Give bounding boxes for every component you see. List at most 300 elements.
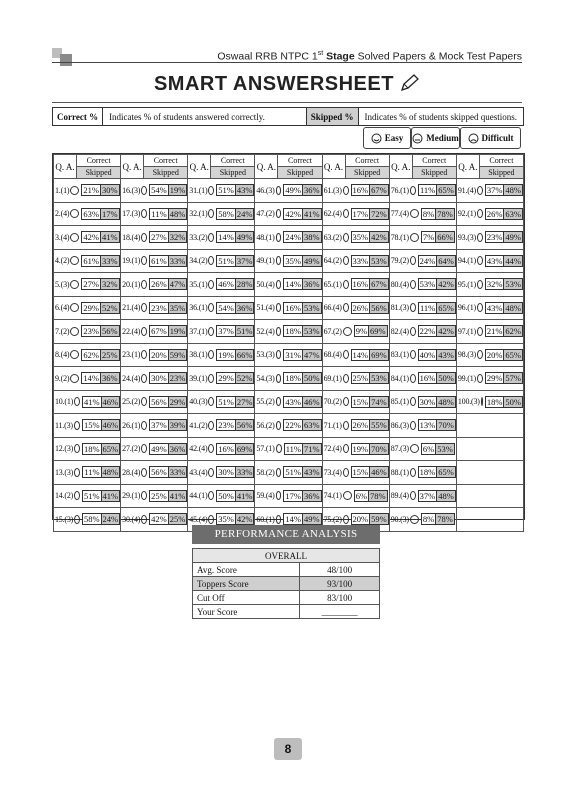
answer-cell <box>188 343 255 367</box>
skipped-percent: 25% <box>169 514 186 525</box>
answer-cell <box>322 273 389 297</box>
skipped-percent: 36% <box>169 443 186 454</box>
correct-percent: 51% <box>218 396 234 407</box>
skipped-percent: 30% <box>101 185 118 196</box>
difficulty-icon <box>141 186 147 195</box>
difficulty-icon <box>276 444 282 453</box>
skipped-percent: 46% <box>102 396 119 407</box>
correct-percent: 37% <box>151 420 167 431</box>
skipped-percent: 48% <box>505 302 521 313</box>
answer-cell <box>389 390 456 414</box>
skipped-percent: 49% <box>505 232 521 243</box>
question-number: 78. <box>390 232 401 242</box>
skipped-percent: 46% <box>102 420 119 431</box>
skipped-percent: 44% <box>505 255 521 266</box>
difficulty-icon <box>74 397 80 406</box>
difficulty-icon <box>208 303 214 312</box>
difficulty-icon <box>410 327 416 336</box>
answer-option: (1) <box>467 303 476 313</box>
difficulty-icon <box>477 303 483 312</box>
difficulty-icon <box>208 233 214 242</box>
answer-cell <box>456 226 523 250</box>
difficulty-icon <box>70 186 79 195</box>
answer-option: (4) <box>131 232 141 242</box>
correct-percent: 14% <box>352 349 369 360</box>
question-number: 27. <box>122 444 132 454</box>
answer-cell <box>121 390 188 414</box>
question-number: 15. <box>55 514 65 524</box>
answer-option: (4) <box>60 350 70 360</box>
correct-percent: 15% <box>83 420 100 431</box>
answer-cell <box>322 179 389 203</box>
question-number: 8. <box>55 350 61 360</box>
answer-cell <box>255 202 322 226</box>
question-number: 38. <box>189 350 199 360</box>
difficulty-icon <box>343 186 349 195</box>
answer-cell <box>188 202 255 226</box>
perf-value: 93/100 <box>300 577 380 591</box>
question-number: 89. <box>390 491 401 501</box>
correct-percent: 67% <box>151 326 167 337</box>
answer-option: (1) <box>131 279 141 289</box>
correct-percent: 13% <box>419 420 436 431</box>
correct-percent: 35% <box>352 232 369 243</box>
answer-option: (3) <box>131 185 141 195</box>
correct-percent: 23% <box>151 302 167 313</box>
answer-grid <box>52 153 525 525</box>
correct-percent: 8% <box>422 208 435 219</box>
correct-percent: 23% <box>218 420 234 431</box>
correct-percent: 31% <box>285 349 301 360</box>
question-number: 39. <box>189 373 199 383</box>
correct-percent: 51% <box>218 185 234 196</box>
skipped-percent: 67% <box>371 185 387 196</box>
table-row <box>54 414 524 438</box>
correct-percent: 7% <box>422 232 435 243</box>
question-number: 16. <box>122 185 132 195</box>
question-number: 74. <box>323 491 333 501</box>
question-number: 66. <box>323 303 333 313</box>
answer-option: (4) <box>131 326 141 336</box>
skipped-percent: 36% <box>303 490 320 501</box>
answer-cell <box>54 367 121 391</box>
correct-percent: 26% <box>352 302 369 313</box>
question-number: 47. <box>256 209 266 219</box>
table-row <box>54 202 524 226</box>
answer-cell <box>456 461 523 485</box>
table-row <box>54 249 524 273</box>
answer-cell <box>322 437 389 461</box>
correct-percent: 62% <box>83 349 99 360</box>
skipped-percent: 43% <box>438 349 454 360</box>
skipped-percent: 65% <box>505 349 521 360</box>
question-number: 31. <box>189 185 199 195</box>
correct-percent: 23% <box>83 326 99 337</box>
correct-percent: 19% <box>218 349 234 360</box>
difficulty-icon <box>70 303 79 312</box>
difficulty-icon <box>141 280 147 289</box>
skipped-header: Skipped <box>77 167 121 179</box>
answer-cell <box>121 249 188 273</box>
correct-percent: 56% <box>151 396 167 407</box>
correct-percent: 56% <box>151 467 167 478</box>
answer-option: (2) <box>131 444 141 454</box>
question-number: 91. <box>457 185 468 195</box>
answer-cell <box>54 414 121 438</box>
question-number: 11. <box>55 420 65 430</box>
skipped-percent: 48% <box>438 490 454 501</box>
skipped-legend-desc: Indicates % of students skipped questions. <box>364 111 517 122</box>
answer-option: (2) <box>332 256 342 266</box>
answer-option: (1) <box>332 491 342 501</box>
question-number: 37. <box>189 326 199 336</box>
answer-cell <box>188 461 255 485</box>
answer-cell <box>188 320 255 344</box>
answer-option: (4) <box>400 326 409 336</box>
question-number: 80. <box>390 279 401 289</box>
correct-header: Correct <box>77 155 121 167</box>
perf-label: Avg. Score <box>193 563 300 577</box>
correct-percent: 11% <box>151 208 167 219</box>
answer-option: (1) <box>198 303 208 313</box>
difficulty-icon <box>141 209 147 218</box>
skipped-percent: 38% <box>303 232 320 243</box>
answer-option: (1) <box>198 373 208 383</box>
table-row <box>54 343 524 367</box>
answer-option: (4) <box>198 514 208 524</box>
skipped-percent: 42% <box>438 326 454 337</box>
correct-percent: 16% <box>352 279 369 290</box>
perf-label: Toppers Score <box>193 577 300 591</box>
difficulty-icon <box>141 256 147 265</box>
answer-option: (2) <box>265 420 275 430</box>
answer-cell <box>389 461 456 485</box>
skipped-percent: 33% <box>101 255 118 266</box>
difficulty-icon <box>276 491 282 500</box>
skipped-percent: 33% <box>169 467 186 478</box>
question-number: 65. <box>323 279 333 289</box>
skipped-percent: 70% <box>371 443 387 454</box>
skipped-header: Skipped <box>144 167 188 179</box>
answer-cell <box>322 202 389 226</box>
answer-cell <box>389 437 456 461</box>
difficulty-icon <box>208 209 214 218</box>
question-number: 1. <box>55 185 61 195</box>
correct-percent: 58% <box>83 514 100 525</box>
skipped-percent: 46% <box>303 396 320 407</box>
answer-option: (3) <box>64 514 74 524</box>
skipped-percent: 33% <box>236 467 253 478</box>
correct-percent: 15% <box>352 467 369 478</box>
question-number: 44. <box>189 491 199 501</box>
question-number: 13. <box>55 467 65 477</box>
skipped-percent: 36% <box>303 279 320 290</box>
difficulty-icon <box>141 303 147 312</box>
difficulty-icon <box>410 256 416 265</box>
correct-percent: 8% <box>422 514 435 525</box>
question-number: 46. <box>256 185 266 195</box>
answer-option: (1) <box>64 397 74 407</box>
skipped-percent: 64% <box>438 255 454 266</box>
skipped-percent: 42% <box>236 514 253 525</box>
question-number: 81. <box>390 303 401 313</box>
question-number: 76. <box>390 185 401 195</box>
answer-cell <box>389 249 456 273</box>
difficulty-icon <box>410 515 419 524</box>
difficulty-icon <box>276 186 282 195</box>
correct-percent: 25% <box>352 373 369 384</box>
correct-percent: 49% <box>151 443 167 454</box>
answer-option: (3) <box>60 279 70 289</box>
difficulty-icon <box>70 280 79 289</box>
difficulty-icon <box>141 468 147 477</box>
difficulty-icon <box>343 303 349 312</box>
answer-cell <box>121 508 188 532</box>
answer-cell <box>389 179 456 203</box>
answer-cell <box>456 273 523 297</box>
your-score-field[interactable]: ________ <box>300 605 380 619</box>
skipped-percent: 48% <box>505 185 521 196</box>
skipped-percent: 66% <box>236 349 253 360</box>
answer-cell <box>255 226 322 250</box>
correct-percent: 21% <box>486 326 503 337</box>
difficulty-icon <box>410 209 419 218</box>
skipped-percent: 78% <box>437 208 453 219</box>
question-number: 2. <box>55 209 61 219</box>
title-rule <box>52 102 522 103</box>
question-number: 84. <box>390 373 401 383</box>
answer-cell <box>121 343 188 367</box>
correct-percent: 15% <box>352 396 369 407</box>
question-number: 69. <box>323 373 333 383</box>
correct-percent: 24% <box>285 232 301 243</box>
answer-cell <box>456 437 523 461</box>
correct-percent: 58% <box>218 208 234 219</box>
answer-option: (2) <box>198 256 208 266</box>
correct-percent: 35% <box>285 255 301 266</box>
answer-option: (3) <box>265 350 275 360</box>
skipped-header: Skipped <box>479 167 523 179</box>
difficulty-icon <box>276 303 282 312</box>
correct-percent: 29% <box>218 373 234 384</box>
question-number: 53. <box>256 350 266 360</box>
perf-label: Your Score <box>193 605 300 619</box>
answer-cell <box>255 273 322 297</box>
qa-header: Q. A. <box>188 155 211 179</box>
answer-cell <box>255 461 322 485</box>
answer-cell <box>188 273 255 297</box>
skipped-percent: 27% <box>236 396 253 407</box>
answer-cell <box>456 296 523 320</box>
qa-header: Q. A. <box>389 155 412 179</box>
skipped-percent: 36% <box>236 302 253 313</box>
answer-option: (4) <box>265 491 275 501</box>
skipped-percent: 19% <box>169 185 186 196</box>
question-number: 71. <box>323 420 333 430</box>
table-row <box>54 296 524 320</box>
answer-option: (1) <box>198 279 208 289</box>
correct-percent: 18% <box>285 326 301 337</box>
correct-percent: 32% <box>486 279 503 290</box>
table-row <box>54 320 524 344</box>
perf-label: Cut Off <box>193 591 300 605</box>
correct-percent: 42% <box>83 232 99 243</box>
question-number: 85. <box>390 397 401 407</box>
correct-percent: 22% <box>419 326 436 337</box>
question-number: 61. <box>323 185 333 195</box>
difficulty-icon <box>477 280 483 289</box>
difficulty-icon <box>70 374 79 383</box>
difficult-icon <box>468 133 479 144</box>
difficulty-icon <box>276 515 282 524</box>
answer-option: (1) <box>265 232 275 242</box>
skipped-percent: 41% <box>101 232 118 243</box>
difficulty-icon <box>276 374 282 383</box>
skipped-percent: 47% <box>169 279 186 290</box>
question-number: 45. <box>189 514 199 524</box>
skipped-percent: 63% <box>505 208 521 219</box>
question-number: 5. <box>55 279 61 289</box>
question-number: 57. <box>256 444 266 454</box>
difficulty-medium: Medium <box>411 127 460 149</box>
correct-percent: 29% <box>486 373 503 384</box>
difficulty-icon <box>208 256 214 265</box>
question-number: 94. <box>457 256 468 266</box>
question-number: 98. <box>457 350 468 360</box>
difficulty-icon <box>276 350 282 359</box>
difficulty-icon <box>70 327 79 336</box>
question-number: 79. <box>390 256 401 266</box>
correct-legend-label: Correct % <box>53 108 103 125</box>
correct-percent: 33% <box>352 255 369 266</box>
difficulty-icon <box>208 397 214 406</box>
difficulty-icon <box>276 421 282 430</box>
correct-percent: 43% <box>285 396 301 407</box>
difficulty-icon <box>481 397 483 406</box>
correct-percent: 14% <box>83 373 99 384</box>
answer-cell <box>188 484 255 508</box>
table-row <box>54 484 524 508</box>
correct-percent: 30% <box>218 467 234 478</box>
answer-cell <box>121 179 188 203</box>
performance-analysis <box>192 525 380 619</box>
answer-cell <box>54 249 121 273</box>
answer-option: (3) <box>400 303 409 313</box>
skipped-percent: 23% <box>169 373 186 384</box>
correct-percent: 25% <box>151 490 167 501</box>
question-number: 36. <box>189 303 199 313</box>
answer-option: (4) <box>60 209 70 219</box>
question-number: 87. <box>390 444 401 454</box>
correct-percent: 42% <box>151 514 167 525</box>
answer-option: (3) <box>400 514 409 524</box>
skipped-percent: 70% <box>438 420 454 431</box>
answer-cell <box>322 343 389 367</box>
answer-cell <box>389 202 456 226</box>
answer-cell <box>121 414 188 438</box>
answer-cell <box>255 296 322 320</box>
difficulty-icon <box>141 233 147 242</box>
difficulty-icon <box>276 280 282 289</box>
question-number: 92. <box>457 209 468 219</box>
difficulty-icon <box>343 327 352 336</box>
answer-option: (4) <box>265 303 275 313</box>
difficulty-icon <box>276 327 282 336</box>
answer-option: (4) <box>198 444 208 454</box>
qa-header: Q. A. <box>121 155 144 179</box>
answer-cell <box>322 296 389 320</box>
answer-option: (1) <box>131 420 141 430</box>
difficulty-icon <box>343 515 349 524</box>
correct-percent: 18% <box>285 373 301 384</box>
correct-percent: 16% <box>419 373 436 384</box>
difficulty-icon <box>410 491 416 500</box>
skipped-percent: 35% <box>169 302 186 313</box>
answer-cell <box>255 484 322 508</box>
correct-header: Correct <box>144 155 188 167</box>
question-number: 28. <box>122 467 132 477</box>
correct-percent: 61% <box>151 255 167 266</box>
answer-cell <box>456 390 523 414</box>
difficulty-icon <box>276 256 282 265</box>
correct-percent: 14% <box>285 279 301 290</box>
difficulty-icon <box>141 350 147 359</box>
skipped-percent: 43% <box>236 185 253 196</box>
difficulty-icon <box>208 468 214 477</box>
answer-cell <box>54 226 121 250</box>
skipped-header: Skipped <box>345 167 389 179</box>
answer-cell <box>389 367 456 391</box>
question-number: 43. <box>189 467 199 477</box>
correct-percent: 37% <box>218 326 234 337</box>
question-number: 25. <box>122 397 132 407</box>
difficulty-icon <box>208 327 214 336</box>
question-number: 55. <box>256 397 266 407</box>
correct-percent: 17% <box>285 490 301 501</box>
question-number: 20. <box>122 279 132 289</box>
question-number: 68. <box>323 350 333 360</box>
qa-header: Q. A. <box>456 155 479 179</box>
question-number: 7. <box>55 326 61 336</box>
correct-percent: 63% <box>83 208 99 219</box>
answer-cell <box>389 320 456 344</box>
difficulty-icon <box>74 491 80 500</box>
answer-option: (3) <box>198 397 208 407</box>
skipped-percent: 65% <box>438 185 454 196</box>
correct-percent: 46% <box>218 279 234 290</box>
answer-option: (1) <box>467 326 476 336</box>
answer-option: (3) <box>64 444 74 454</box>
skipped-percent: 49% <box>303 514 320 525</box>
perf-value: 48/100 <box>300 563 380 577</box>
easy-icon <box>371 133 382 144</box>
question-number: 72. <box>323 444 333 454</box>
answer-option: (2) <box>131 397 141 407</box>
difficulty-icon <box>208 421 214 430</box>
question-number: 70. <box>323 397 333 407</box>
answer-option: (3) <box>64 420 73 430</box>
correct-percent: 19% <box>352 443 369 454</box>
skipped-percent: 53% <box>371 373 387 384</box>
answer-option: (1) <box>60 185 70 195</box>
skipped-percent: 39% <box>169 420 186 431</box>
skipped-percent: 50% <box>303 373 320 384</box>
skipped-percent: 50% <box>438 373 454 384</box>
difficulty-icon <box>477 209 483 218</box>
skipped-percent: 24% <box>236 208 253 219</box>
correct-percent: 54% <box>151 185 167 196</box>
question-number: 93. <box>457 232 468 242</box>
